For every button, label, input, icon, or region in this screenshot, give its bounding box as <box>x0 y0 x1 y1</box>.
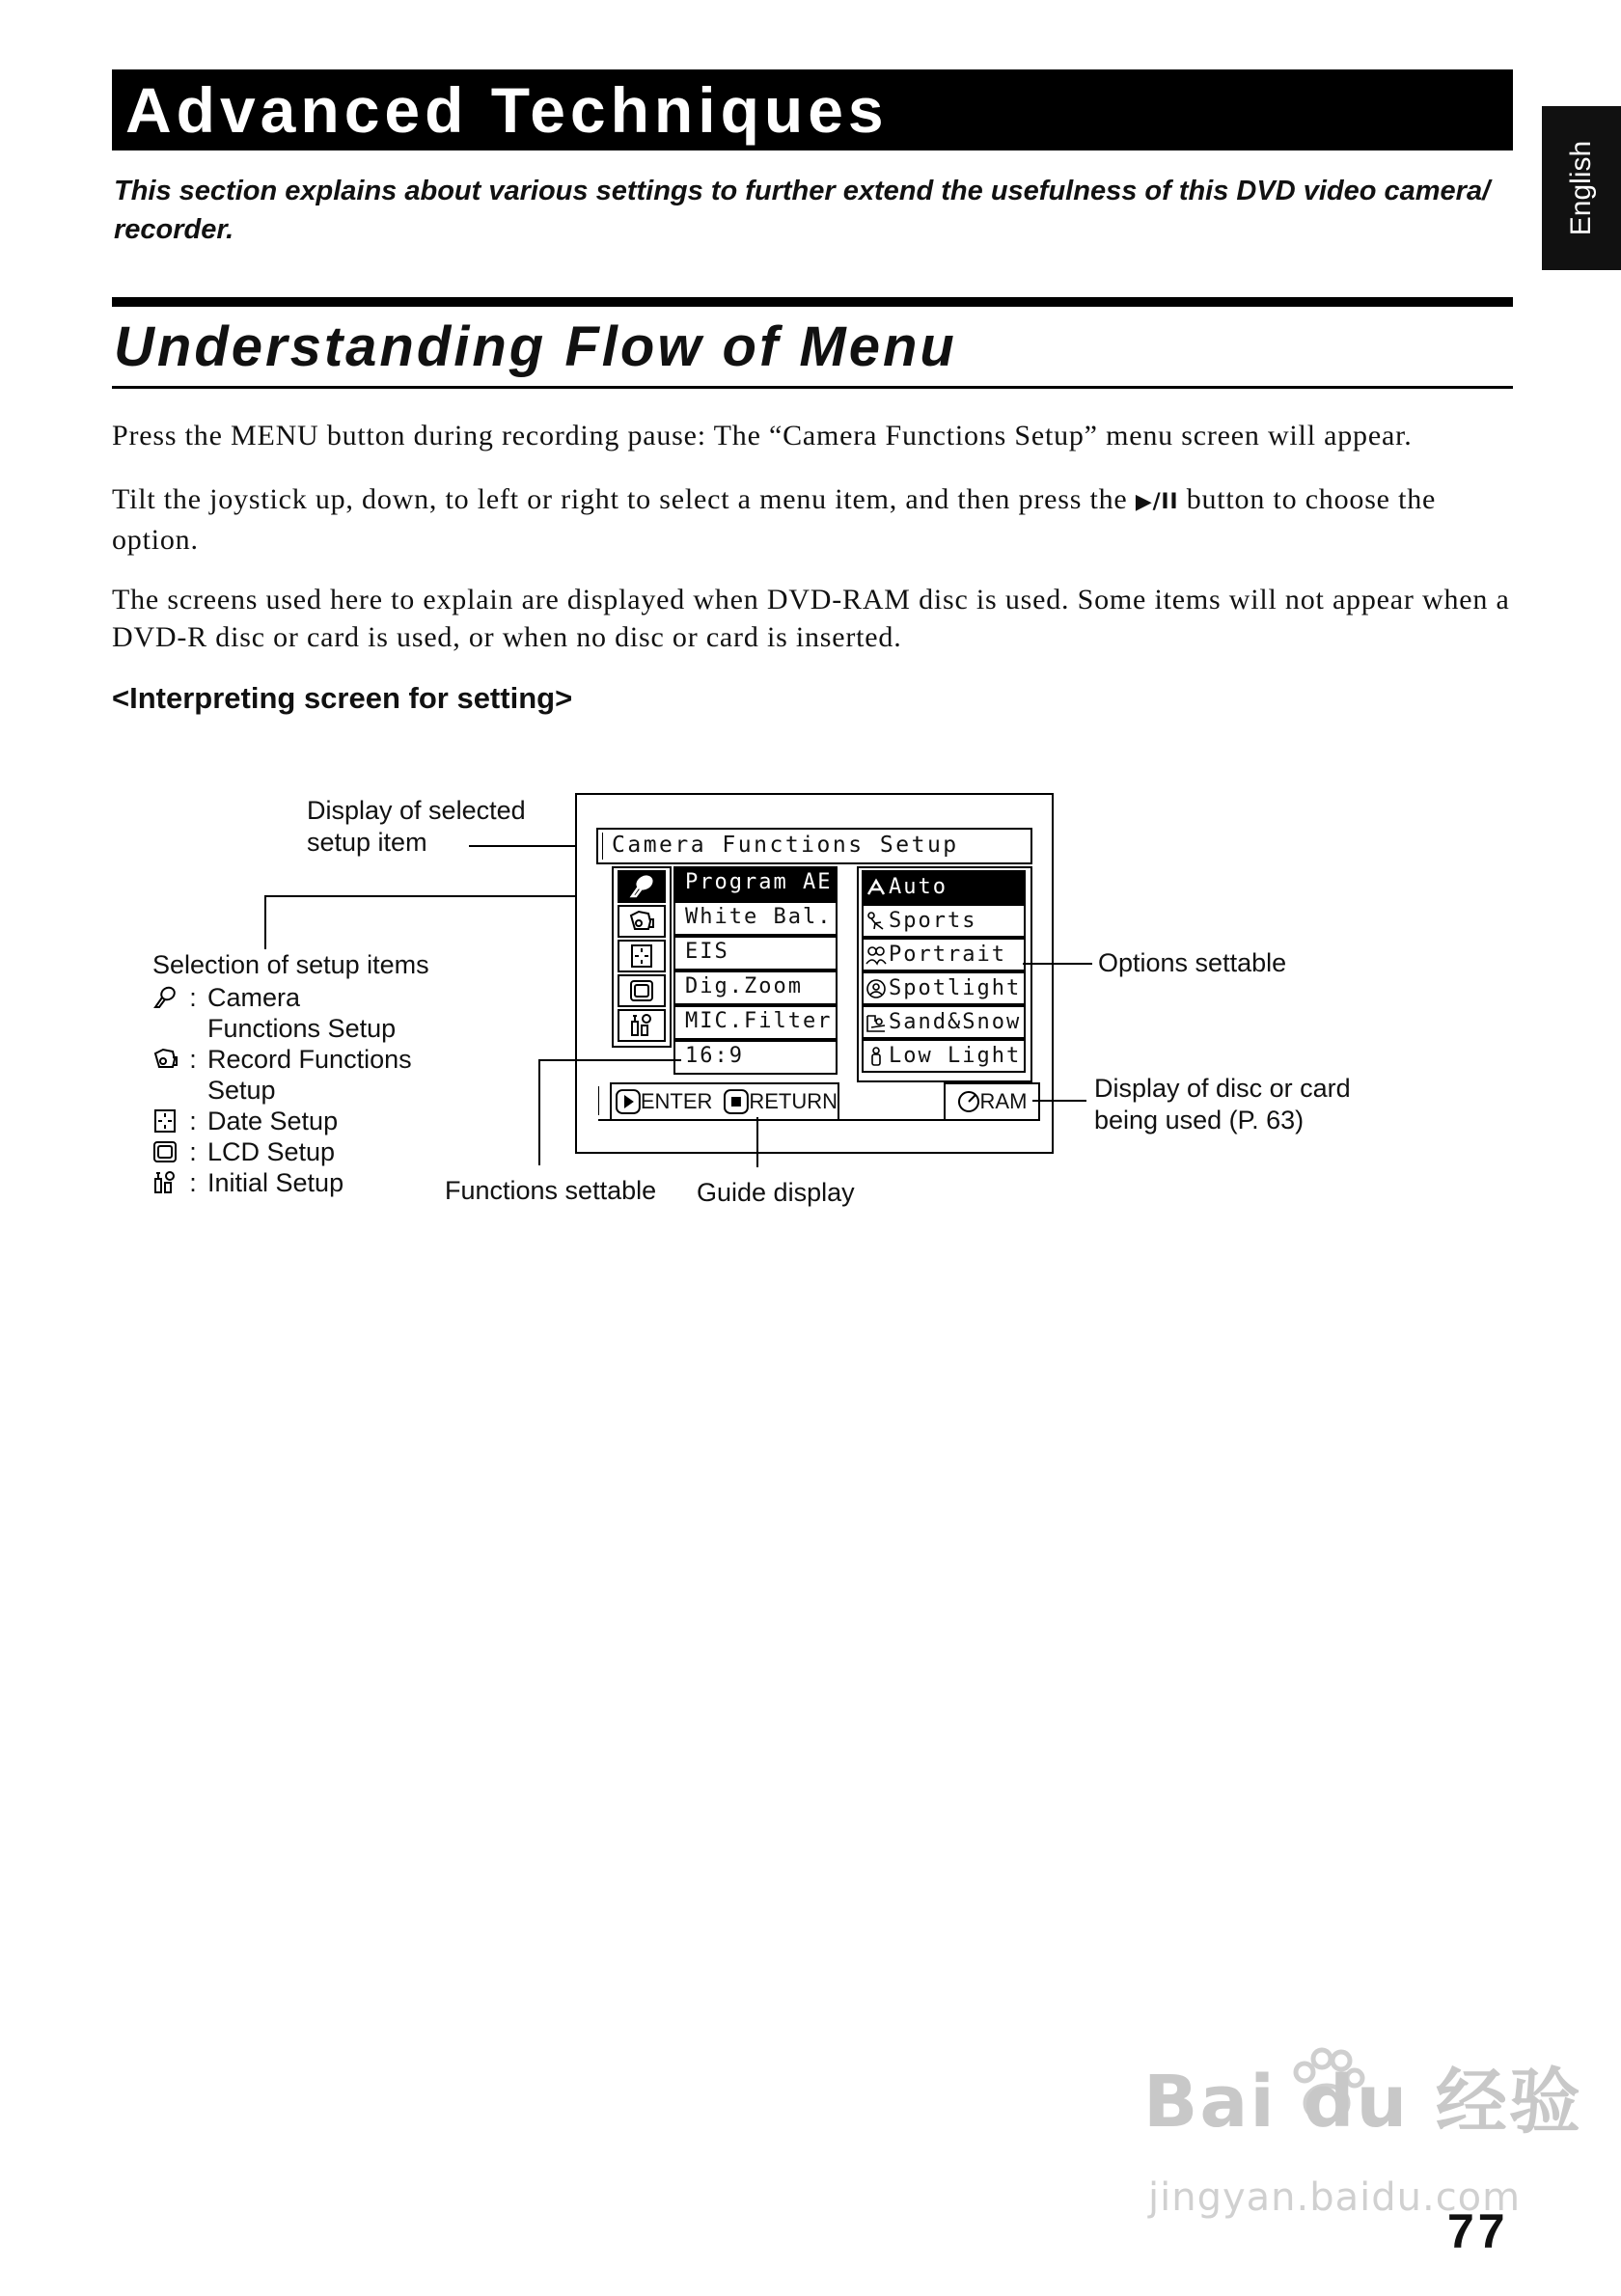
option-item[interactable] <box>862 870 1026 904</box>
watermark-url: jingyan.baidu.com <box>1148 2175 1522 2220</box>
leader-line-functions-h <box>538 1059 681 1061</box>
guide-display-box <box>610 1082 839 1121</box>
option-item[interactable] <box>862 971 1026 1005</box>
disc-indicator <box>944 1082 1040 1121</box>
disc-type-label: RAM <box>979 1089 1028 1113</box>
legend-row-record: : Record Functions Setup <box>151 1044 458 1106</box>
function-label: 16:9 <box>685 1044 744 1068</box>
paragraph-menu-button: Press the MENU button during recording pause: The “Camera Functions Setup” menu screen will appear. <box>112 420 1413 451</box>
option-label: Sand&Snow <box>889 1010 1022 1034</box>
camera-functions-icon <box>151 984 179 1011</box>
option-item[interactable] <box>862 938 1026 971</box>
function-item[interactable] <box>673 1005 838 1040</box>
label-disc-1: Display of disc or card <box>1094 1074 1351 1103</box>
label-disc-2: being used (P. 63) <box>1094 1106 1305 1134</box>
function-label: Program AE <box>685 870 833 894</box>
chapter-title: Advanced Techniques <box>125 74 889 146</box>
option-item[interactable] <box>862 1005 1026 1039</box>
paragraph-dvd-ram-note: The screens used here to explain are displayed when DVD-RAM disc is used. Some items will not appear when a DVD-R disc or card is used, or when no disc or card is inserted. <box>112 584 1510 653</box>
section-rule-top <box>112 297 1513 307</box>
section-title: Understanding Flow of Menu <box>114 315 957 378</box>
lcd-setup-icon <box>151 1138 179 1165</box>
menu-screen <box>575 793 1054 1154</box>
option-label: Sports <box>889 909 977 933</box>
paragraph-joystick-text-1: Tilt the joystick up, down, to left or right to select a menu item, and then press the <box>112 483 1128 515</box>
play-button-icon <box>616 1089 641 1114</box>
leader-line-guide <box>756 1117 758 1167</box>
leader-line-disc <box>1032 1100 1086 1102</box>
lcd-setup-icon <box>629 978 654 1003</box>
guide-enter-label: ENTER <box>640 1089 713 1113</box>
option-item[interactable] <box>862 1039 1026 1073</box>
label-options-settable: Options settable <box>1098 948 1287 977</box>
watermark-logo: Bai du 经验 <box>1143 2061 1582 2144</box>
setup-item-icons <box>612 866 672 1048</box>
play-pause-icon: ▶/II <box>1135 490 1179 514</box>
label-functions-settable: Functions settable <box>445 1176 657 1205</box>
function-label: MIC.Filter <box>685 1009 833 1033</box>
option-label: Low Light <box>889 1044 1022 1068</box>
function-label: White Bal. <box>685 905 833 929</box>
record-functions-icon <box>627 909 656 934</box>
portrait-icon <box>865 944 887 966</box>
screen-title: Camera Functions Setup <box>612 833 959 858</box>
chapter-title-bar <box>112 69 1513 150</box>
language-tab-label: English <box>1565 140 1597 236</box>
label-selected-item-2: setup item <box>307 828 427 857</box>
camera-functions-icon <box>627 874 656 899</box>
screen-icon-lcd[interactable] <box>618 974 666 1007</box>
initial-setup-icon <box>151 1169 179 1196</box>
section-rule-bottom <box>112 386 1513 389</box>
option-item[interactable] <box>862 904 1026 938</box>
guide-return-label: RETURN <box>749 1089 838 1113</box>
sports-icon <box>865 911 887 932</box>
function-label: Dig.Zoom <box>685 974 803 998</box>
legend-row-lcd: : LCD Setup <box>151 1136 458 1167</box>
leader-line-functions-v <box>538 1059 540 1165</box>
screen-title-box <box>596 828 1032 864</box>
setup-items-legend <box>151 982 458 1198</box>
label-selected-item-1: Display of selected <box>307 796 526 825</box>
spotlight-icon <box>865 978 887 999</box>
legend-camera-line1: Camera <box>207 983 301 1012</box>
paragraph-joystick-text-2: button to choose the option. <box>112 483 1437 556</box>
screen-icon-date[interactable] <box>618 940 666 972</box>
option-label: Auto <box>889 875 948 899</box>
low-light-icon <box>865 1046 887 1067</box>
sand-snow-icon <box>865 1012 887 1033</box>
options-list <box>857 866 1032 1082</box>
option-label: Spotlight <box>889 976 1022 1000</box>
function-item[interactable] <box>673 936 838 970</box>
legend-row-date: : Date Setup <box>151 1106 458 1136</box>
paragraph-joystick <box>112 480 1523 559</box>
function-label: EIS <box>685 940 729 964</box>
function-item[interactable] <box>673 866 838 901</box>
subheading-interpreting-screen: <Interpreting screen for setting> <box>112 681 573 715</box>
legend-record-line2: Setup <box>207 1076 276 1105</box>
legend-row-camera: : Camera Functions Setup <box>151 982 458 1044</box>
function-item[interactable] <box>673 970 838 1005</box>
leader-line-selected-item <box>469 845 589 847</box>
functions-list <box>673 866 841 1077</box>
function-item[interactable] <box>673 901 838 936</box>
disc-icon <box>957 1090 980 1113</box>
leader-line-selection-h <box>264 895 612 897</box>
legend-record-line1: Record Functions <box>207 1045 412 1074</box>
label-guide-display: Guide display <box>697 1178 855 1207</box>
legend-row-initial: : Initial Setup <box>151 1167 458 1198</box>
legend-initial-line1: Initial Setup <box>207 1168 344 1197</box>
screen-icon-initial[interactable] <box>618 1009 666 1042</box>
auto-icon <box>865 877 887 898</box>
chapter-intro: This section explains about various settings to further extend the usefulness of this DVD video camera/ recorder. <box>114 176 1491 245</box>
label-selection-heading: Selection of setup items <box>152 950 429 979</box>
page-number: 77 <box>1447 2204 1509 2258</box>
initial-setup-icon <box>629 1013 654 1038</box>
record-functions-icon <box>151 1046 179 1073</box>
stop-button-icon <box>724 1089 749 1114</box>
legend-date-line1: Date Setup <box>207 1107 339 1135</box>
leader-line-selection-v <box>264 895 266 949</box>
screen-icon-camera[interactable] <box>618 870 666 903</box>
legend-camera-line2: Functions Setup <box>207 1014 397 1043</box>
date-setup-icon <box>151 1107 179 1134</box>
screen-icon-record[interactable] <box>618 905 666 938</box>
function-item[interactable] <box>673 1040 838 1075</box>
leader-line-options <box>1023 963 1092 965</box>
language-tab[interactable] <box>1542 106 1621 270</box>
option-label: Portrait <box>889 943 1006 967</box>
legend-lcd-line1: LCD Setup <box>207 1137 336 1166</box>
date-setup-icon <box>629 943 654 969</box>
guide-bar <box>598 1082 1032 1121</box>
